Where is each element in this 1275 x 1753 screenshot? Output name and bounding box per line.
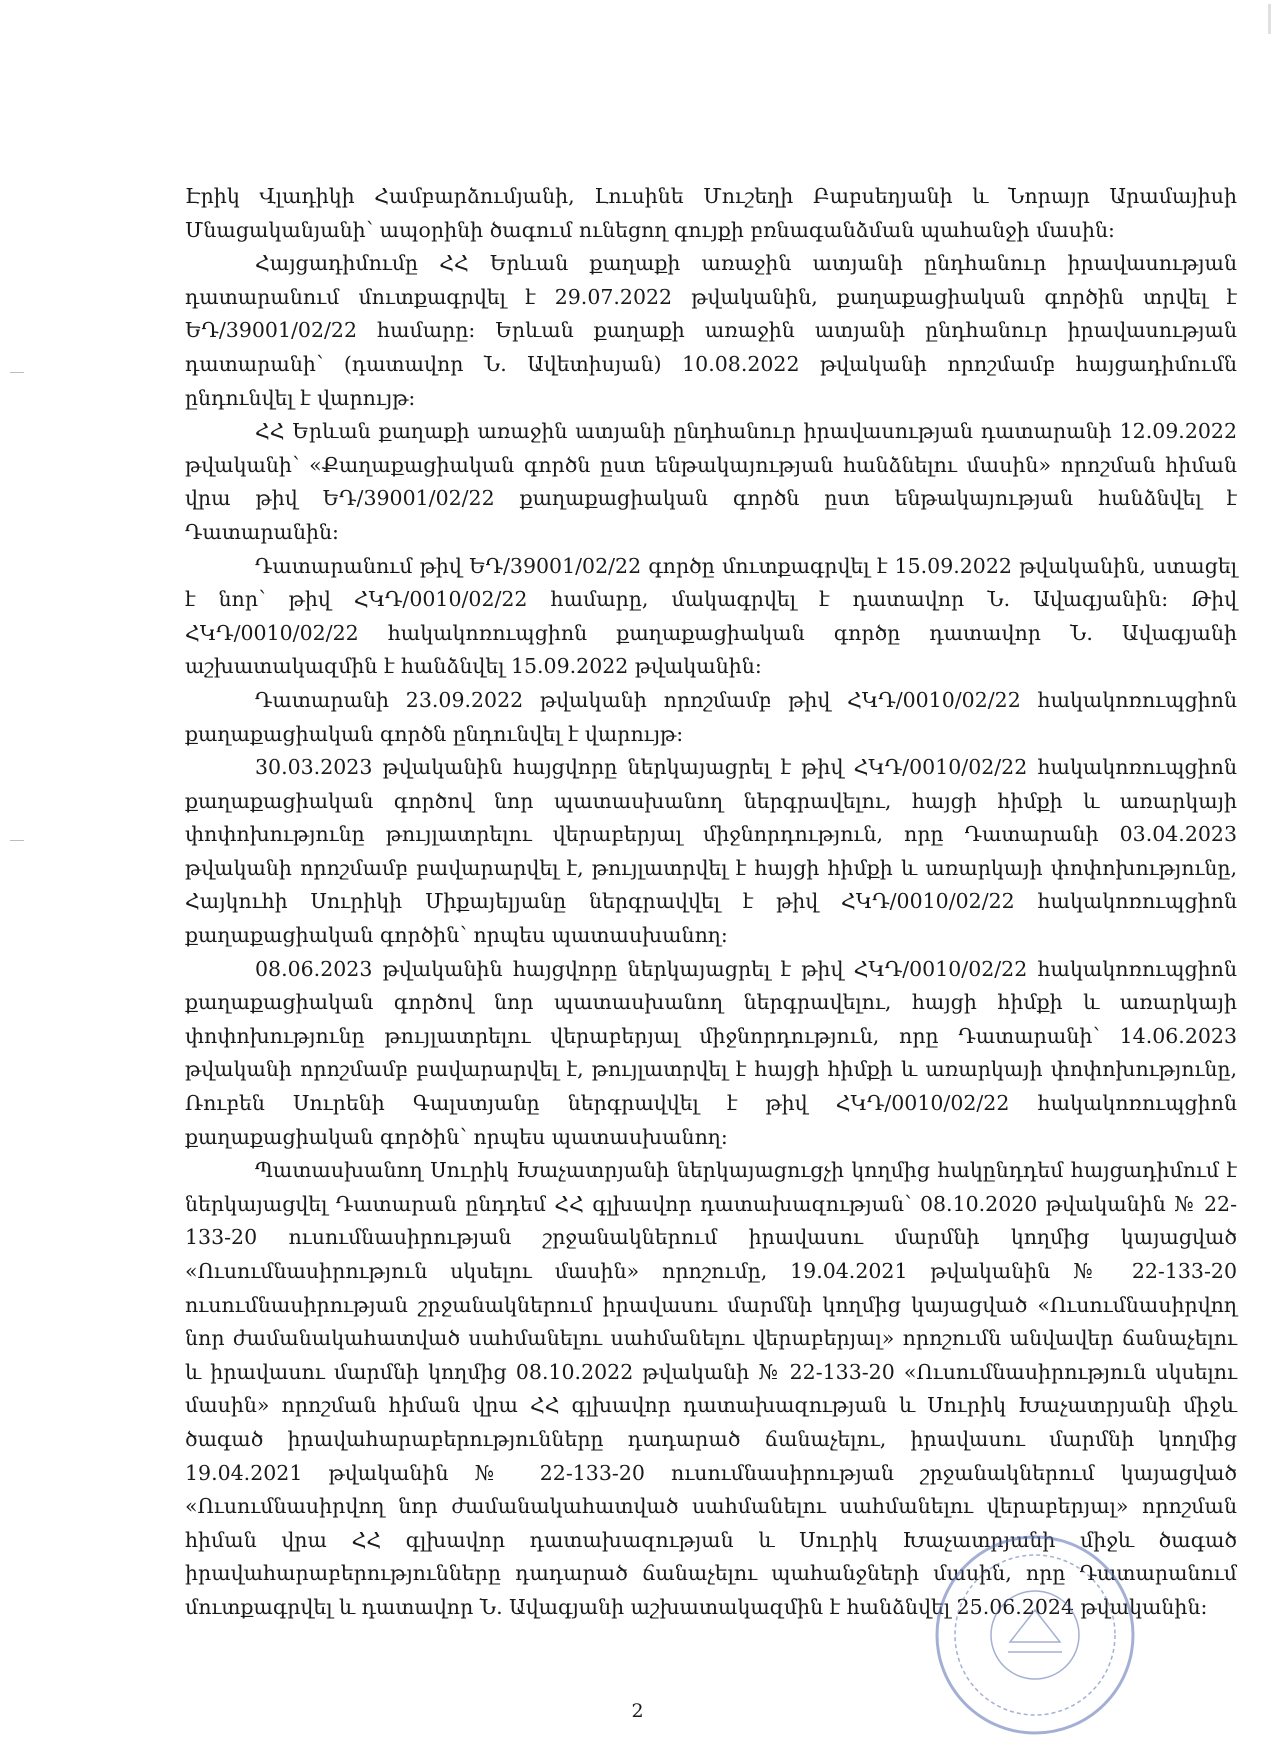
margin-tick bbox=[10, 840, 24, 841]
paragraph-counterclaim: Պատասխանող Սուրիկ Խաչատրյանի ներկայացուցչի կողմից հակընդդեմ հայցադիմում է ներկայացվել Դատարան ընդդեմ ՀՀ գլխավոր դատախազության՝ 08.10.2020 թվականին № 22-133-20 ուսումնասիրության շրջանակներում իրավասու մարմնի կողմից կայացված «Ուսումնասիրություն սկսելու մասին» որոշումը, 19.04.2021 թվականին № 22-133-20 ուսումնասիրության շրջանակներում իրավասու մարմնի կողմից կայացված «Ուսումնասիրվող նոր ժամանակահատված սահմանելու սահմանելու վերաբերյալ» որոշումն անվավեր ճանաչելու և իրավասու մարմնի կողմից 08.10.2022 թվականի № 22-133-20 «Ուսումնասիրություն սկսելու մասին» որոշման հիման վրա ՀՀ գլխավոր դատախազության և Սուրիկ Խաչատրյանի միջև ծագած իրավահարաբերությունները դադարած ճանաչելու, իրավասու մարմնի կողմից 19.04.2021 թվականին № 22-133-20 ուսումնասիրության շրջանակներում կայացված «Ուսումնասիրվող նոր ժամանակահատված սահմանելու սահմանելու վերաբերյալ» որոշման հիման վրա ՀՀ գլխավոր դատախազության և Սուրիկ Խաչատրյանի միջև ծագած իրավահարաբերությունները դադարած ճանաչելու պահանջների մասին, որը Դատարանում մուտքագրվել և դատավոր Ն. Ավագյանի աշխատակազմին է հանձնվել 25.06.2024 թվականին: bbox=[185, 1158, 1237, 1619]
paragraph-motion-2023-03: 30.03.2023 թվականին հայցվորը ներկայացրել է թիվ ՀԿԴ/0010/02/22 հակակոռուպցիոն քաղաքացիական գործով նոր պատասխանող ներգրավելու, հայցի հիմքի և առարկայի փոփոխությունը թույլատրելու վերաբերյալ միջնորդություն, որը Դատարանի 03.04.2023 թվականի որոշմամբ բավարարվել է, թույլատրվել է հայցի հիմքի և առարկայի փոփոխությունը, Հայկուհի Սուրիկի Միքայելյանը ներգրավվել է թիվ ՀԿԴ/0010/02/22 հակակոռուպցիոն քաղաքացիական գործին՝ որպես պատասխանող: bbox=[185, 755, 1237, 948]
paragraph-jurisdiction-transfer: ՀՀ Երևան քաղաքի առաջին ատյանի ընդհանուր իրավասության դատարանի 12.09.2022 թվականի՝ «Քաղաքացիական գործն ըստ ենթակայության հանձնելու մասին» որոշման հիման վրա թիվ ԵԴ/39001/02/22 քաղաքացիական գործն ըստ ենթակայության հանձնվել է Դատարանին: bbox=[185, 419, 1237, 544]
page-number: 2 bbox=[631, 1700, 644, 1722]
scan-edge-mark bbox=[1268, 4, 1271, 34]
paragraph-continuation: Էրիկ Վլադիկի Համբարձումյանի, Լուսինե Մուշեղի Բաբսեղյանի և Նորայր Արամայիսի Մնացականյանի՝ ապօրինի ծագում ունեցող գույքի բռնագանձման պահանջի մասին: bbox=[185, 184, 1237, 242]
margin-tick bbox=[10, 372, 24, 373]
paragraph-case-accepted: Դատարանի 23.09.2022 թվականի որոշմամբ թիվ ՀԿԴ/0010/02/22 հակակոռուպցիոն քաղաքացիական գործն ընդունվել է վարույթ: bbox=[185, 687, 1237, 746]
document-body bbox=[185, 180, 1237, 1625]
paragraph-case-registered: Դատարանում թիվ ԵԴ/39001/02/22 գործը մուտքագրվել է 15.09.2022 թվականին, ստացել է նոր՝ թիվ ՀԿԴ/0010/02/22 համարը, մակագրվել է դատավոր Ն. Ավագյանին: Թիվ ՀԿԴ/0010/02/22 հակակոռուպցիոն քաղաքացիական գործը դատավոր Ն. Ավագյանի աշխատակազմին է հանձնվել 15.09.2022 թվականին: bbox=[185, 553, 1237, 679]
paragraph-claim-filed: Հայցադիմումը ՀՀ Երևան քաղաքի առաջին ատյանի ընդհանուր իրավասության դատարանում մուտքագրվել է 29.07.2022 թվականին, քաղաքացիական գործին տրվել է ԵԴ/39001/02/22 համարը: Երևան քաղաքի առաջին ատյանի ընդհանուր իրավասության դատարանի՝ (դատավոր Ն. Ավետիսյան) 10.08.2022 թվականի որոշմամբ հայցադիմումն ընդունվել է վարույթ: bbox=[185, 251, 1237, 410]
paragraph-motion-2023-06: 08.06.2023 թվականին հայցվորը ներկայացրել է թիվ ՀԿԴ/0010/02/22 հակակոռուպցիոն քաղաքացիական գործով նոր պատասխանող ներգրավելու, հայցի հիմքի և առարկայի փոփոխությունը թույլատրելու վերաբերյալ միջնորդություն, որը Դատարանի՝ 14.06.2023 թվականի որոշմամբ բավարարվել է, թույլատրվել է հայցի հիմքի և առարկայի փոփոխությունը, Ռուբեն Սուրենի Գալստյանը ներգրավվել է թիվ ՀԿԴ/0010/02/22 հակակոռուպցիոն քաղաքացիական գործին՝ որպես պատասխանող: bbox=[185, 956, 1237, 1149]
